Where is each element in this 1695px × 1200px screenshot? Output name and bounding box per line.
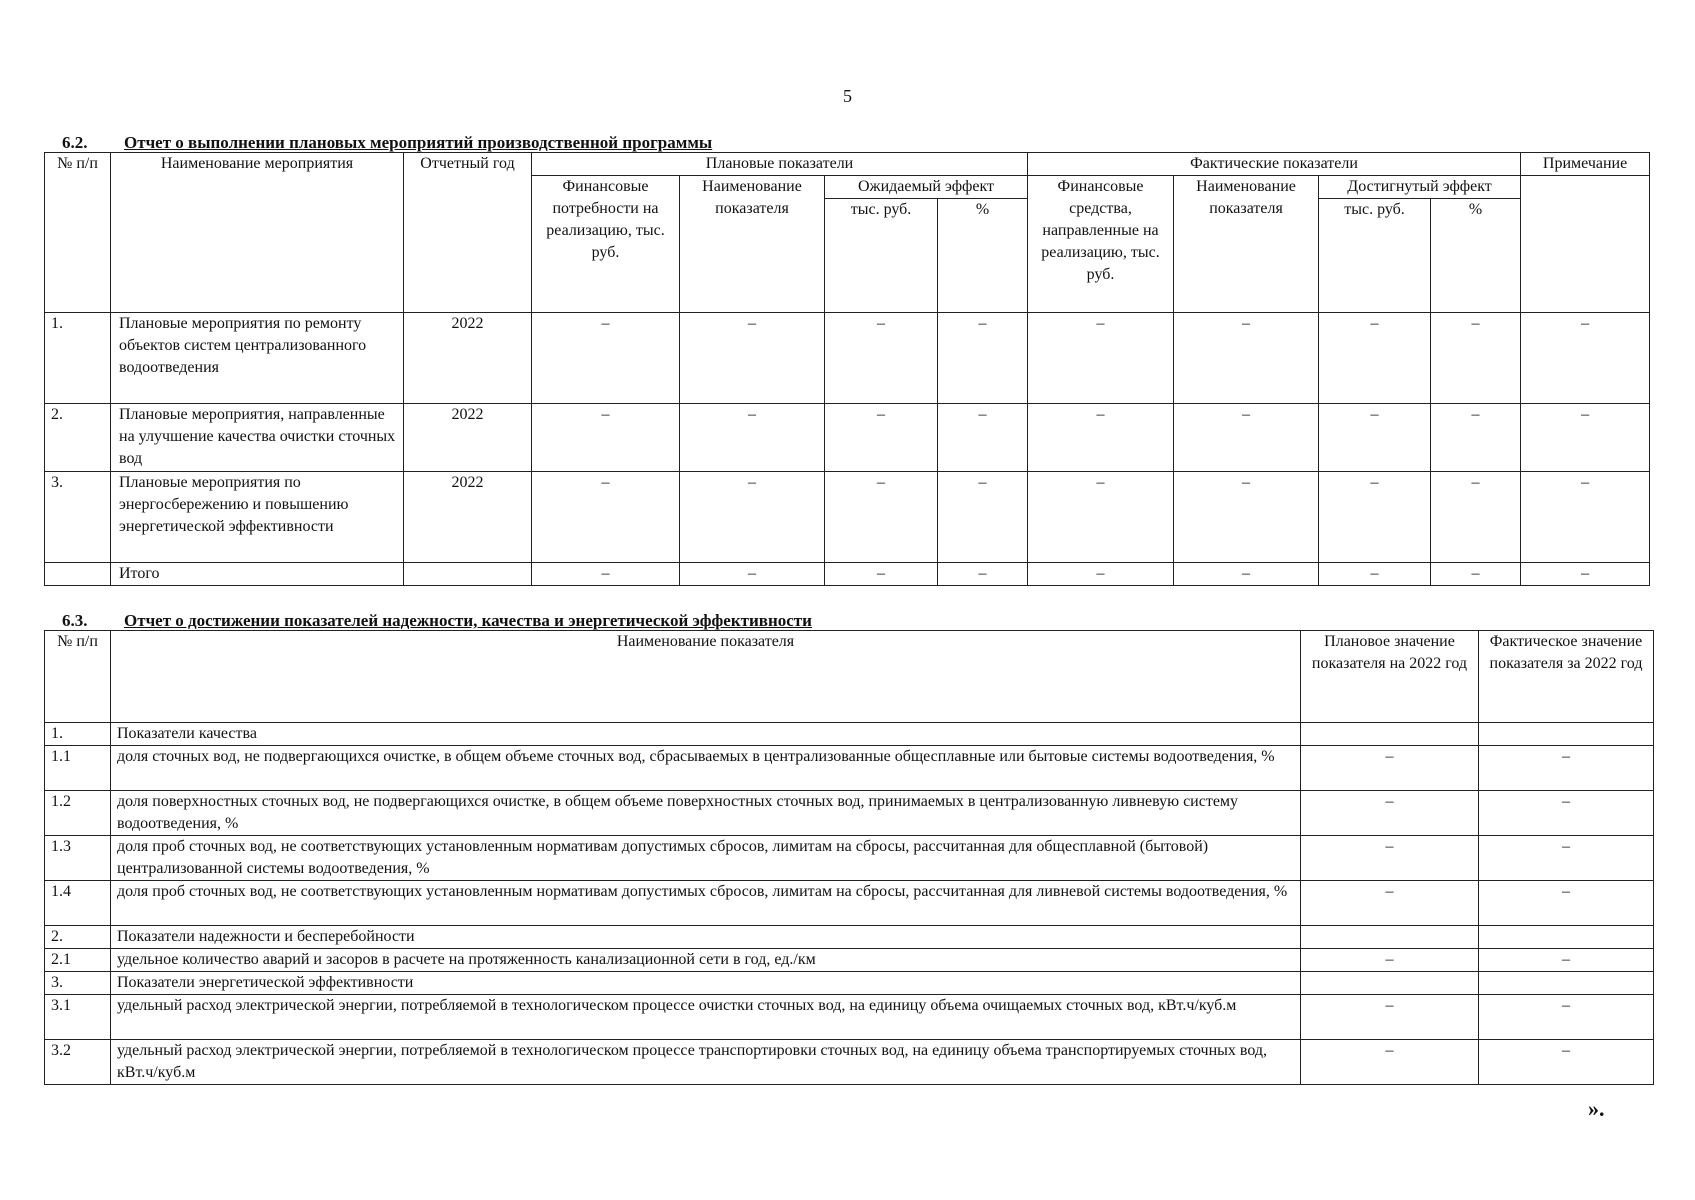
cell-value: – [532, 472, 680, 563]
table-row [45, 313, 1650, 404]
col-header-plan: Плановое значение показателя на 2022 год [1301, 631, 1479, 723]
table-row [45, 949, 1654, 972]
cell-value: – [825, 313, 938, 404]
cell-value: – [1028, 563, 1174, 586]
row-plan: – [1301, 995, 1479, 1040]
row-fact: – [1479, 746, 1654, 791]
cell-value: – [1431, 472, 1521, 563]
table-row [45, 791, 1654, 836]
col-header-fact: Фактическое значение показателя за 2022 год [1479, 631, 1654, 723]
row-plan: – [1301, 1040, 1479, 1085]
row-number: 1.4 [45, 881, 111, 926]
section-63-number: 6.3. [62, 611, 88, 630]
col-header-ind-name-fact: Наименование показателя [1174, 176, 1319, 313]
cell-value: – [532, 404, 680, 472]
table-row [45, 836, 1654, 881]
section-63-title [62, 611, 812, 631]
row-year: 2022 [404, 404, 532, 472]
page-number: 5 [843, 86, 852, 106]
col-header-name: Наименование показателя [111, 631, 1301, 723]
row-number: 1.1 [45, 746, 111, 791]
col-header-ach-rub: тыс. руб. [1319, 199, 1431, 313]
closing-quote-mark: ». [1588, 1096, 1605, 1121]
row-fact: – [1479, 949, 1654, 972]
row-name: Плановые мероприятия, направленные на улучшение качества очистки сточных вод [111, 404, 404, 472]
cell-value: – [1174, 313, 1319, 404]
row-number: 3.1 [45, 995, 111, 1040]
row-name: доля сточных вод, не подвергающихся очистке, в общем объеме сточных вод, сбрасываемых в централизованные общесплавные или бытовые системы водоотведения, % [111, 746, 1301, 791]
col-header-planned: Плановые показатели [532, 153, 1028, 176]
col-header-name: Наименование мероприятия [111, 153, 404, 313]
cell-value: – [825, 563, 938, 586]
row-name: доля проб сточных вод, не соответствующих установленным нормативам допустимых сбросов, лимитам на сбросы, рассчитанная для ливневой системы водоотведения, % [111, 881, 1301, 926]
table-row [45, 723, 1654, 746]
row-number: 3.2 [45, 1040, 111, 1085]
row-number: 3. [45, 472, 111, 563]
cell-value: – [1521, 472, 1650, 563]
cell-value: – [1028, 404, 1174, 472]
cell-value: – [938, 313, 1028, 404]
cell-value: – [825, 472, 938, 563]
row-name: Плановые мероприятия по энергосбережению и повышению энергетической эффективности [111, 472, 404, 563]
row-name: Показатели качества [111, 723, 1301, 746]
cell-value: – [938, 563, 1028, 586]
cell-value: – [532, 563, 680, 586]
col-header-ach-pct: % [1431, 199, 1521, 313]
row-name: Плановые мероприятия по ремонту объектов систем централизованного водоотведения [111, 313, 404, 404]
cell-value: – [1174, 563, 1319, 586]
cell-value: – [1431, 404, 1521, 472]
table-row [45, 746, 1654, 791]
table-row [45, 1040, 1654, 1085]
cell-value: – [938, 404, 1028, 472]
cell-value: – [532, 313, 680, 404]
col-header-exp-rub: тыс. руб. [825, 199, 938, 313]
row-fact: – [1479, 836, 1654, 881]
row-fact: – [1479, 995, 1654, 1040]
col-header-exp-pct: % [938, 199, 1028, 313]
row-fact [1479, 972, 1654, 995]
section-62-heading: Отчет о выполнении плановых мероприятий производственной программы [124, 133, 713, 152]
total-row-year [404, 563, 532, 586]
total-row-number [45, 563, 111, 586]
row-fact [1479, 926, 1654, 949]
total-row [45, 563, 1650, 586]
col-header-fin-needs: Финансовые потребности на реализацию, тыс. руб. [532, 176, 680, 313]
row-plan [1301, 972, 1479, 995]
row-name: Показатели энергетической эффективности [111, 972, 1301, 995]
col-header-ind-name-plan: Наименование показателя [680, 176, 825, 313]
cell-value: – [938, 472, 1028, 563]
row-number: 2. [45, 404, 111, 472]
row-number: 2.1 [45, 949, 111, 972]
table-row [45, 972, 1654, 995]
table-row [45, 472, 1650, 563]
row-plan [1301, 723, 1479, 746]
row-name: доля проб сточных вод, не соответствующих установленным нормативам допустимых сбросов, лимитам на сбросы, рассчитанная для общесплавной (бытовой) централизованной системы водоотведения, % [111, 836, 1301, 881]
row-name: удельный расход электрической энергии, потребляемой в технологическом процессе очистки сточных вод, на единицу объема очищаемых сточных вод, кВт.ч/куб.м [111, 995, 1301, 1040]
cell-value: – [1521, 404, 1650, 472]
cell-value: – [1174, 404, 1319, 472]
row-number: 2. [45, 926, 111, 949]
section-63-heading: Отчет о достижении показателей надежности, качества и энергетической эффективности [124, 611, 812, 630]
cell-value: – [1521, 563, 1650, 586]
row-fact: – [1479, 791, 1654, 836]
indicators-table [44, 630, 1654, 1085]
production-program-table [44, 152, 1650, 586]
cell-value: – [1319, 404, 1431, 472]
cell-value: – [1319, 313, 1431, 404]
row-name: доля поверхностных сточных вод, не подвергающихся очистке, в общем объеме поверхностных сточных вод, принимаемых в централизованную ливневую систему водоотведения, % [111, 791, 1301, 836]
section-62-title [62, 133, 712, 153]
cell-value: – [680, 563, 825, 586]
section-62-number: 6.2. [62, 133, 88, 152]
row-number: 1. [45, 313, 111, 404]
col-header-no: № п/п [45, 631, 111, 723]
cell-value: – [1521, 313, 1650, 404]
row-fact [1479, 723, 1654, 746]
row-fact: – [1479, 881, 1654, 926]
total-row-name: Итого [111, 563, 404, 586]
table-row [45, 926, 1654, 949]
col-header-achieved-effect: Достигнутый эффект [1319, 176, 1521, 199]
row-name: Показатели надежности и бесперебойности [111, 926, 1301, 949]
row-name: удельное количество аварий и засоров в расчете на протяженность канализационной сети в год, ед./км [111, 949, 1301, 972]
col-header-expected-effect: Ожидаемый эффект [825, 176, 1028, 199]
row-plan: – [1301, 881, 1479, 926]
row-plan: – [1301, 746, 1479, 791]
row-number: 1. [45, 723, 111, 746]
row-year: 2022 [404, 472, 532, 563]
row-plan: – [1301, 836, 1479, 881]
row-year: 2022 [404, 313, 532, 404]
col-header-fin-funds: Финансовые средства, направленные на реализацию, тыс. руб. [1028, 176, 1174, 313]
cell-value: – [1028, 313, 1174, 404]
cell-value: – [1431, 313, 1521, 404]
row-number: 1.2 [45, 791, 111, 836]
cell-value: – [1028, 472, 1174, 563]
cell-value: – [680, 313, 825, 404]
row-name: удельный расход электрической энергии, потребляемой в технологическом процессе транспортировки сточных вод, на единицу объема транспортируемых сточных вод, кВт.ч/куб.м [111, 1040, 1301, 1085]
col-header-note-blank [1521, 176, 1650, 313]
table-row [45, 995, 1654, 1040]
cell-value: – [1174, 472, 1319, 563]
row-number: 1.3 [45, 836, 111, 881]
cell-value: – [680, 404, 825, 472]
cell-value: – [1431, 563, 1521, 586]
cell-value: – [680, 472, 825, 563]
cell-value: – [1319, 563, 1431, 586]
table-row [45, 881, 1654, 926]
col-header-actual: Фактические показатели [1028, 153, 1521, 176]
col-header-note: Примечание [1521, 153, 1650, 176]
row-plan: – [1301, 949, 1479, 972]
table-row [45, 404, 1650, 472]
cell-value: – [825, 404, 938, 472]
row-plan [1301, 926, 1479, 949]
cell-value: – [1319, 472, 1431, 563]
col-header-no: № п/п [45, 153, 111, 313]
row-number: 3. [45, 972, 111, 995]
row-fact: – [1479, 1040, 1654, 1085]
row-plan: – [1301, 791, 1479, 836]
col-header-year: Отчетный год [404, 153, 532, 313]
